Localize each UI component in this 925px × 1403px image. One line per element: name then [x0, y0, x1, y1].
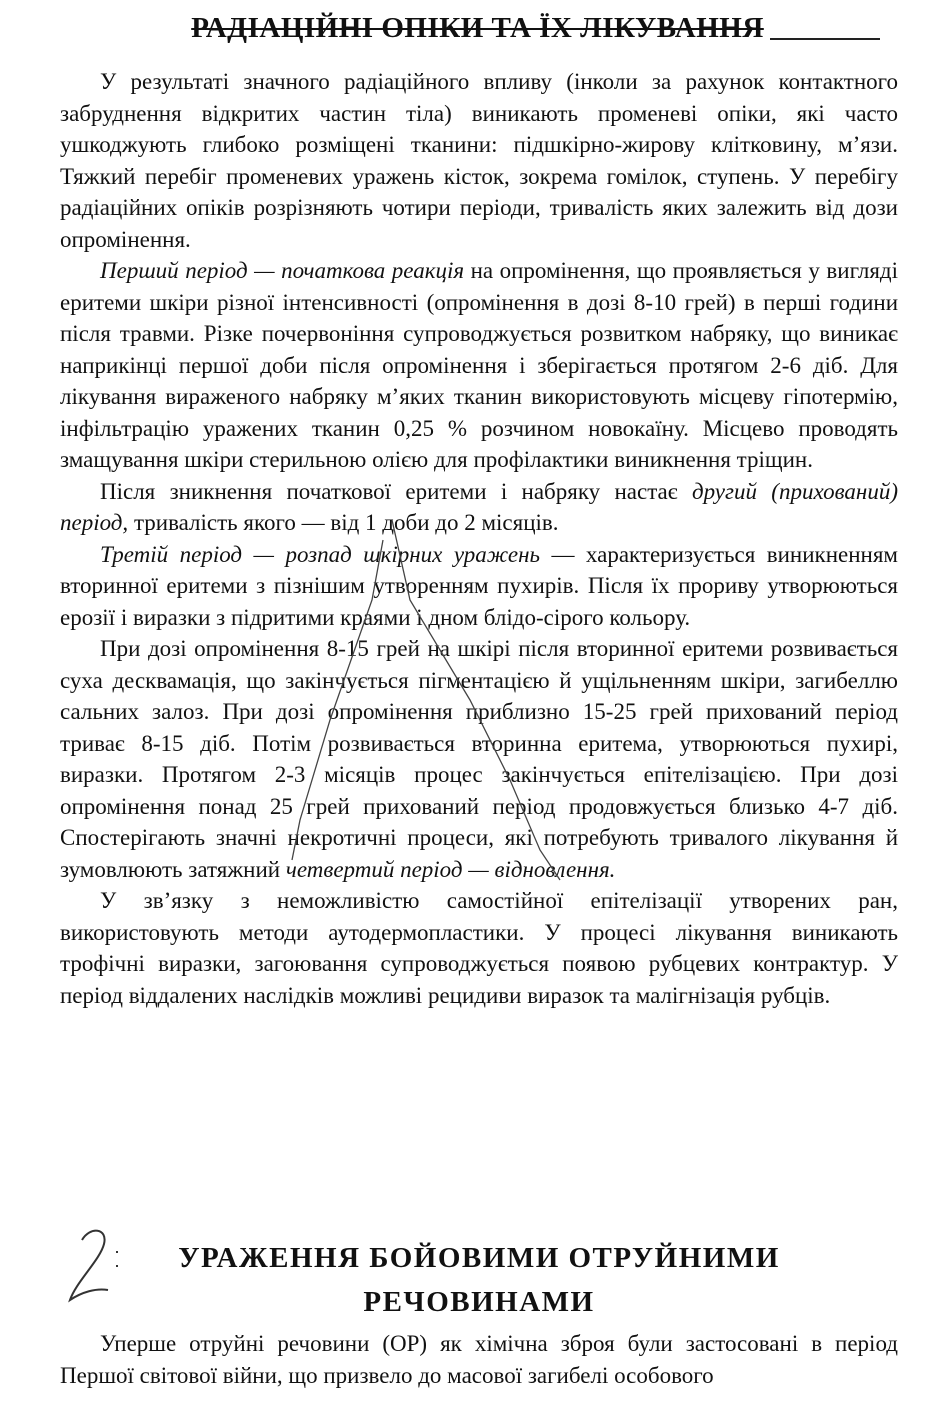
heading-strike-line — [770, 38, 880, 40]
paragraph — [60, 66, 898, 255]
italic-phrase: Третій період — розпад шкірних уражень — [100, 541, 540, 567]
text-run: — характеризується виникненням вторинної еритеми з пізнішим утворенням пухирів. Після їх прориву утворюються ерозії і виразки з підритими краями і дном блідо-сірого кольору. — [60, 541, 898, 630]
text-run: У зв’язку з неможливістю самостійної епітелізації утворених ран, використовують методи аутодермопластики. У процесі лікування виникають трофічні виразки, загоювання супроводжується появою рубцевих контрактур. У період віддалених наслідків можливі рецидиви виразок та малігнізація рубців. — [60, 888, 898, 1008]
section-heading-chemical-agents — [60, 1236, 898, 1324]
paragraph — [60, 476, 898, 539]
paragraph — [60, 885, 898, 1011]
section-body — [60, 66, 898, 1011]
heading2-line2: РЕЧОВИНАМИ — [363, 1286, 595, 1318]
paragraph — [60, 633, 898, 885]
italic-phrase: Перший період — початкова реакція — [100, 258, 465, 283]
paragraph — [60, 255, 898, 476]
italic-phrase: другий (прихований) період, — [60, 478, 898, 535]
section-heading-radiation-burns: РАДІАЦІЙНІ ОПІКИ ТА ЇХ ЛІКУВАННЯ — [191, 12, 764, 44]
heading2-line1: УРАЖЕННЯ БОЙОВИМИ ОТРУЙНИМИ — [178, 1242, 780, 1274]
text-run: тривалість якого — від 1 доби до 2 місяців. — [128, 510, 559, 535]
text-run: Після зникнення початкової еритеми і набряку настає — [100, 478, 692, 504]
italic-phrase: четвертий період — відновлення. — [285, 856, 616, 882]
text-run: У результаті значного радіаційного впливу (інколи за рахунок контактного забруднення відкритих частин тіла) виникають променеві опіки, які часто ушкоджують глибоко розміщені тканини: підшкірно-жирову клітковину, м’язи. Тяжкий перебіг променевих уражень кісток, зокрема гомілок, ступень. У перебігу радіаційних опіків розрізняють чотири періоди, тривалість яких залежить від дози опромінення. — [60, 69, 898, 252]
paragraph — [60, 539, 898, 634]
text-run: на опромінення, що проявляється у вигляді еритеми шкіри різної інтенсивності (опромінення в дозі 8-10 грей) в перші години після травми. Різке почервоніння супроводжується розвитком набряку, що виникає наприкінці першої доби після опромінення і зберігається протягом 2-6 діб. Для лікування вираженого набряку м’яких тканин використовують місцеву гіпотермію, інфільтрацію уражених тканин 0,25 % розчином новокаїну. Місцево проводять змащування шкіри стерильною олією для профілактики виникнення тріщин. — [60, 258, 898, 472]
text-run: При дозі опромінення 8-15 грей на шкірі після вторинної еритеми розвивається суха десквамація, що закінчується пігментацією й ущільненням шкіри, загибеллю сальних залоз. При дозі опромінення приблизно 15-25 грей прихований період триває 8-15 діб. Потім розвивається вторинна еритема, утворюються пухирі, виразки. Протягом 2-3 місяців процес закінчується епітелізацією. При дозі опромінення понад 25 грей прихований період продовжується близько 4-7 діб. Спостерігають значні некротичні процеси, які потребують тривалого лікування й зумовлюють затяжний — [60, 636, 898, 882]
section2-paragraph: Уперше отруйні речовини (ОР) як хімічна зброя були застосовані в період Першої світової війни, що призвело до масової загибелі особового — [60, 1331, 898, 1388]
